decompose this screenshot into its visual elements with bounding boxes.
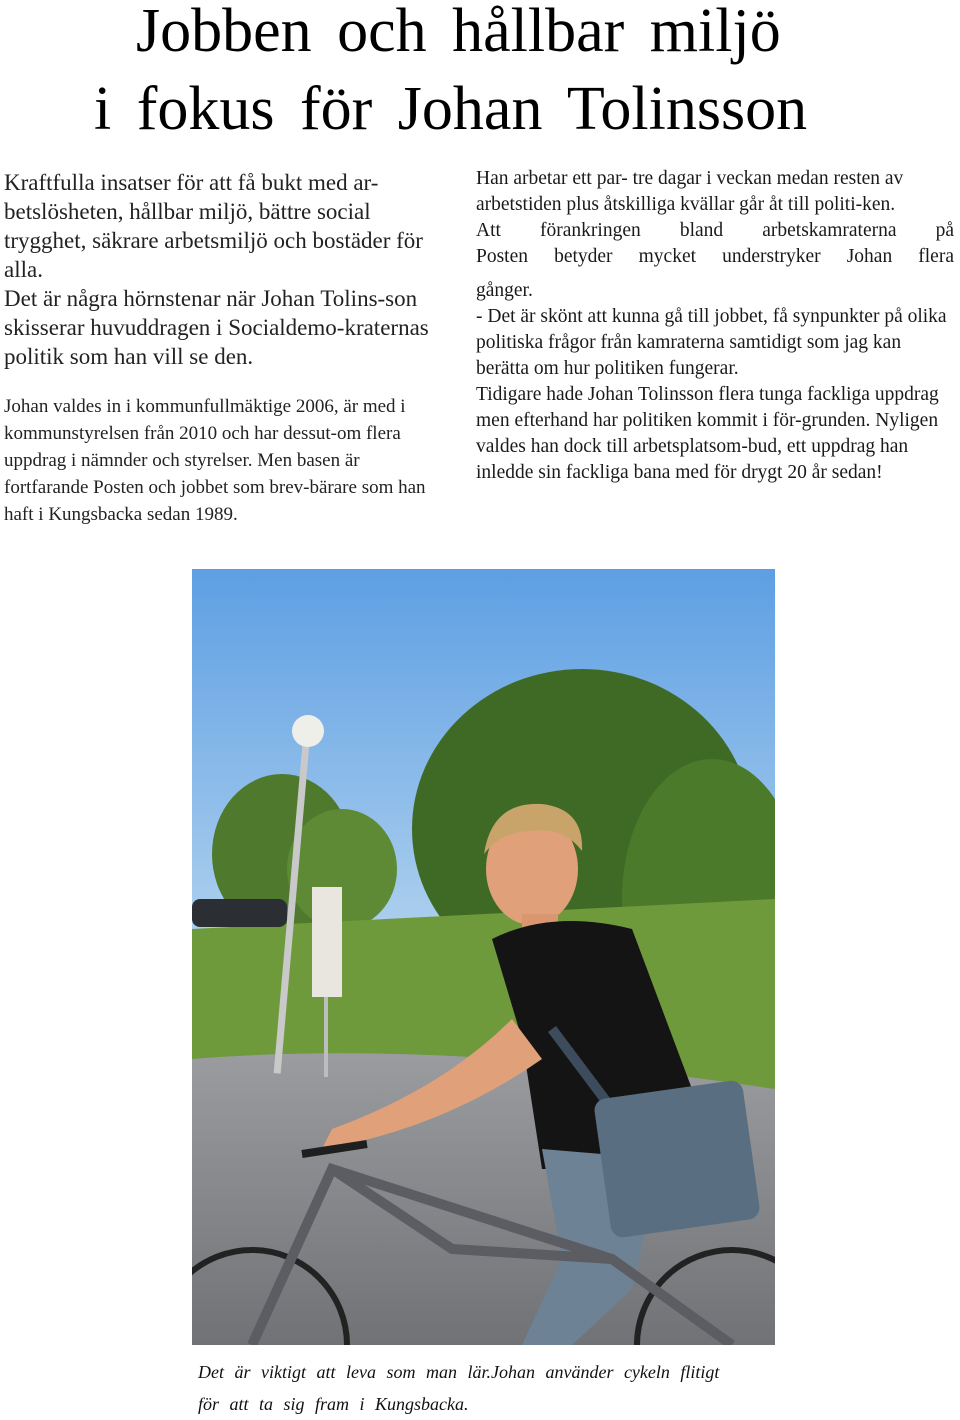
left-body-paragraph [4, 393, 444, 528]
right-paragraph-2-line-2: Posten betyder mycket understryker Johan flera [476, 246, 954, 267]
article-photo [192, 569, 775, 1345]
right-paragraph-4: Tidigare hade Johan Tolinsson flera tunga fackliga uppdrag men efterhand har politiken kommit i för-grunden. [476, 384, 939, 431]
headline-line-2: i fokus för Johan Tolinsson [94, 75, 808, 143]
right-paragraph-2-line-3: gånger. [476, 280, 533, 301]
left-body-sentence-1: Johan valdes in i kommunfullmäktige 2006, är med i kommunstyrelsen från 2010 och har dessut-om flera uppdrag i nämnder och styrelser. [4, 396, 406, 471]
car [192, 899, 287, 927]
photo-illustration [192, 569, 775, 1345]
headline [0, 0, 960, 148]
lead-paragraph [4, 168, 444, 371]
left-column [4, 168, 444, 528]
headline-line-1: Jobben och hållbar miljö [136, 0, 781, 65]
left-body-sentence-2: Men basen är fortfarande Posten och jobbet som brev-bärare som han haft i Kungsbacka sedan 1989. [4, 450, 426, 525]
right-paragraph-4-5 [476, 382, 954, 486]
right-column [476, 166, 954, 486]
right-paragraph-1: Han arbetar ett par- tre dagar i veckan medan resten av arbetstiden plus åtskilliga kvällar går åt till politi-ken. [476, 168, 904, 215]
info-sign [312, 887, 342, 997]
lamp-globe [292, 715, 324, 747]
right-paragraph-3: - Det är skönt att kunna gå till jobbet, få synpunkter på olika politiska frågor från kamraterna samtidigt som jag kan berätta om hur politiken fungerar. [476, 306, 947, 379]
caption-line-2: för att ta sig fram i Kungsbacka. [198, 1394, 469, 1414]
caption-line-1: Det är viktigt att leva som man lär.Johan använder cykeln flitigt [198, 1362, 720, 1382]
lead-sentence-2: Det är några hörnstenar när Johan Tolins-son skisserar huvuddragen i Socialdemo-kraternas politik som han vill se den. [4, 286, 429, 369]
photo-caption [198, 1356, 758, 1420]
lead-sentence-1: Kraftfulla insatser för att få bukt med ar-betslösheten, hållbar miljö, bättre social trygghet, säkrare arbetsmiljö och bostäder för alla. [4, 170, 423, 282]
right-paragraph-2-line-1: Att förankringen bland arbetskamraterna på [476, 220, 954, 241]
bag [593, 1079, 761, 1239]
right-paragraph-5: Nyligen valdes han dock till arbetsplatsom-bud, ett uppdrag han inledde sin fackliga bana med för drygt 20 år sedan! [476, 410, 939, 483]
